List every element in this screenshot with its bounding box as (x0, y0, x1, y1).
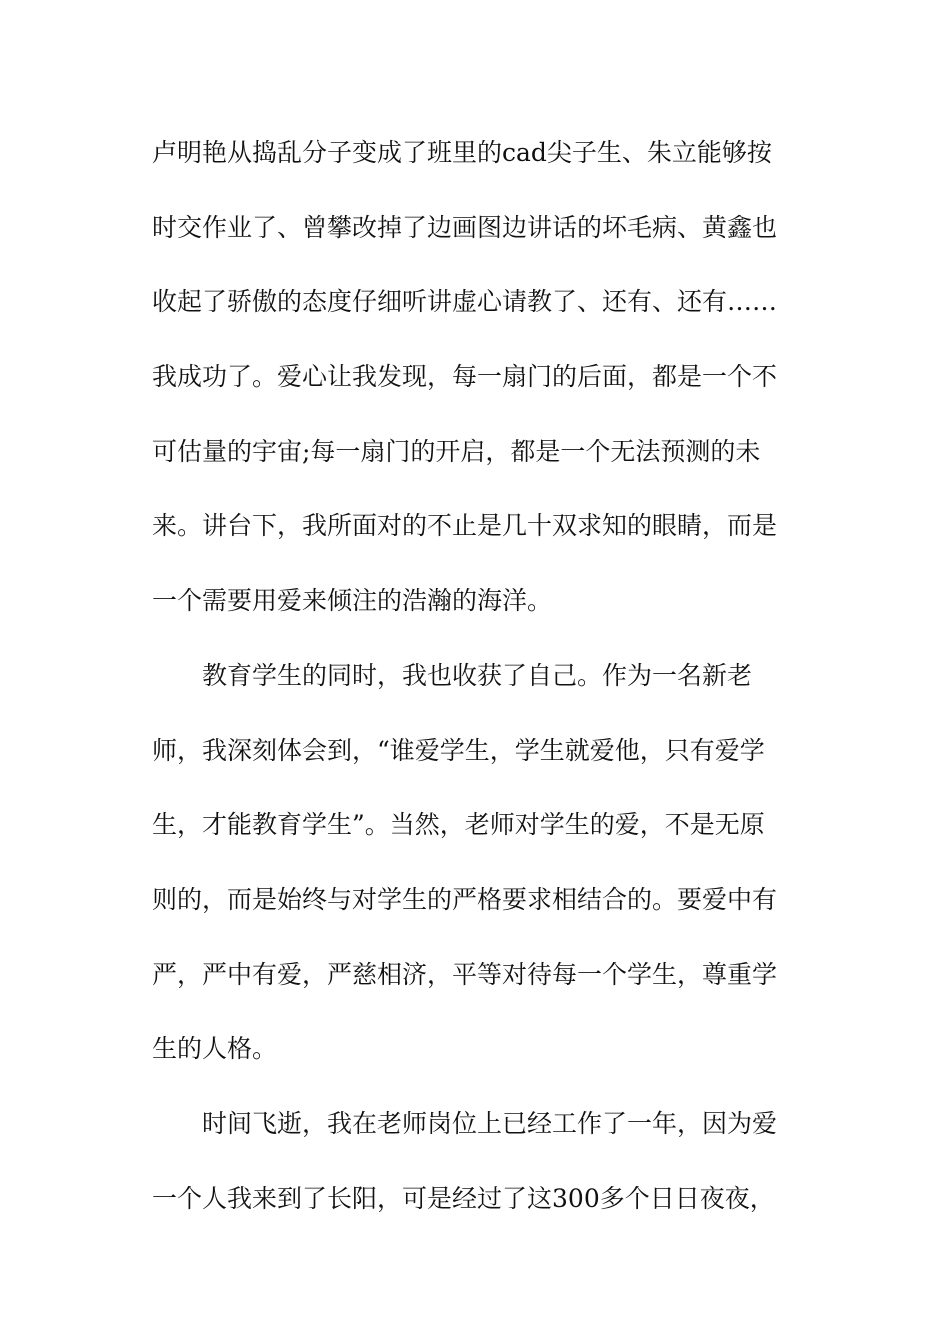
text-line: 来。讲台下，我所面对的不止是几十双求知的眼睛，而是 (152, 511, 778, 541)
text-line: 则的，而是始终与对学生的严格要求相结合的。要爱中有 (152, 884, 778, 914)
text-line: 时交作业了、曾攀改掉了边画图边讲话的坏毛病、黄鑫也 (152, 212, 778, 242)
paragraph-first-line: 时间飞逝，我在老师岗位上已经工作了一年，因为爱 (202, 1108, 778, 1138)
text-line: 一个人我来到了长阳，可是经过了这300多个日日夜夜， (152, 1183, 775, 1213)
text-line: 生，才能教育学生”。当然，老师对学生的爱，不是无原 (152, 810, 765, 840)
document-body (152, 130, 792, 1250)
text-line: 卢明艳从捣乱分子变成了班里的cad尖子生、朱立能够按 (152, 138, 772, 167)
text-line: 严，严中有爱，严慈相济，平等对待每一个学生，尊重学 (152, 959, 778, 989)
paragraph-first-line: 教育学生的同时，我也收获了自己。作为一名新老 (202, 660, 753, 690)
text-line: 生的人格。 (152, 1034, 278, 1064)
text-line: 收起了骄傲的态度仔细听讲虚心请教了、还有、还有…… (152, 287, 778, 317)
text-line: 师，我深刻体会到，“谁爱学生，学生就爱他，只有爱学 (152, 735, 765, 765)
text-line: 一个需要用爱来倾注的浩瀚的海洋。 (152, 586, 553, 616)
text-line: 我成功了。爱心让我发现，每一扇门的后面，都是一个不 (152, 362, 778, 392)
text-line: 可估量的宇宙;每一扇门的开启，都是一个无法预测的未 (152, 436, 761, 466)
